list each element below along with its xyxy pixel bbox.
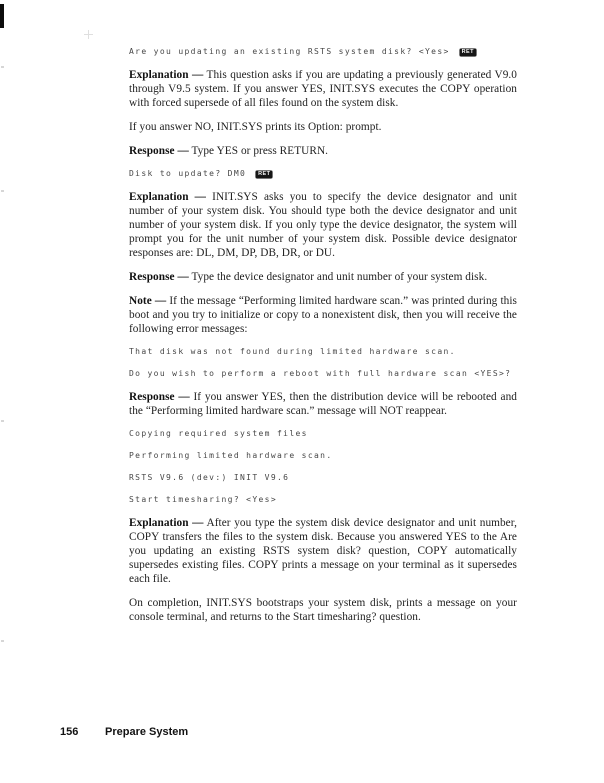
response-paragraph xyxy=(129,270,517,284)
paragraph-text: Type YES or press RETURN. xyxy=(191,145,329,157)
scan-speck xyxy=(1,420,4,422)
terminal-message-line xyxy=(129,472,517,483)
paragraph-lead: Response — xyxy=(129,271,189,283)
terminal-prompt-line xyxy=(129,46,517,57)
terminal-text: Are you updating an existing RSTS system disk? <Yes> xyxy=(129,47,450,56)
page-content xyxy=(129,46,517,634)
paragraph xyxy=(129,120,517,134)
page-number: 156 xyxy=(60,726,79,738)
paragraph-text: If you answer NO, INIT.SYS prints its Option: prompt. xyxy=(129,121,382,133)
note-paragraph xyxy=(129,294,517,336)
terminal-text: RSTS V9.6 (dev:) INIT V9.6 xyxy=(129,473,290,482)
paragraph-text: If the message “Performing limited hardware scan.” was printed during this boot and you try to initialize or copy to a nonexistent disk, then you will receive the following error messages: xyxy=(129,295,518,335)
explanation-paragraph xyxy=(129,516,517,586)
paragraph-lead: Note — xyxy=(129,295,167,307)
return-key-icon: RET xyxy=(459,48,477,57)
paragraph-text: On completion, INIT.SYS bootstraps your system disk, prints a message on your console terminal, and returns to the Start timesharing? question. xyxy=(129,597,517,623)
paragraph-text: INIT.SYS asks you to specify the device designator and unit number of your system disk. You should type both the device designator and unit number of your system disk. If you only type the device designator, the system will prompt you for the unit number of your system disk. Possible device designator responses are: DL, DM, DP, DB, DR, or DU. xyxy=(129,191,517,259)
paragraph-text: This question asks if you are updating a previously generated V9.0 through V9.5 system. If you answer YES, INIT.SYS executes the COPY operation with forced supersede of all files found on the system disk. xyxy=(129,69,518,109)
terminal-message-line xyxy=(129,450,517,461)
scan-speck xyxy=(1,640,4,642)
terminal-text: Start timesharing? <Yes> xyxy=(129,495,277,504)
explanation-paragraph xyxy=(129,68,517,110)
paragraph-text: After you type the system disk device designator and unit number, COPY transfers the files to the system disk. Because you answered YES to the Are you updating an existing RSTS system disk? question, COPY automatically supersedes existing files. COPY prints a message on your terminal as it supersedes each file. xyxy=(129,517,517,585)
terminal-message-line xyxy=(129,368,517,379)
paragraph-lead: Response — xyxy=(129,391,190,403)
registration-cross-artifact xyxy=(84,30,93,39)
paragraph-lead: Explanation — xyxy=(129,517,204,529)
terminal-text: Disk to update? DM0 xyxy=(129,169,247,178)
explanation-paragraph xyxy=(129,190,517,260)
return-key-icon: RET xyxy=(255,170,273,179)
scan-edge-mark xyxy=(0,4,4,28)
terminal-text: Performing limited hardware scan. xyxy=(129,451,333,460)
terminal-text: Do you wish to perform a reboot with full hardware scan <YES>? xyxy=(129,369,512,378)
terminal-message-line xyxy=(129,494,517,505)
terminal-text: That disk was not found during limited hardware scan. xyxy=(129,347,456,356)
paragraph-lead: Explanation — xyxy=(129,191,207,203)
paragraph-text: Type the device designator and unit number of your system disk. xyxy=(191,271,488,283)
terminal-message-line xyxy=(129,428,517,439)
paragraph-text: If you answer YES, then the distribution device will be rebooted and the “Performing limited hardware scan.” message will NOT reappear. xyxy=(129,391,517,417)
paragraph-lead: Explanation — xyxy=(129,69,204,81)
section-title: Prepare System xyxy=(105,726,189,738)
paragraph xyxy=(129,596,517,624)
terminal-message-line xyxy=(129,346,517,357)
scan-speck xyxy=(1,190,4,192)
terminal-prompt-line xyxy=(129,168,517,179)
paragraph-lead: Response — xyxy=(129,145,189,157)
response-paragraph xyxy=(129,390,517,418)
response-paragraph xyxy=(129,144,517,158)
scan-speck xyxy=(1,66,4,68)
terminal-text: Copying required system files xyxy=(129,429,308,438)
